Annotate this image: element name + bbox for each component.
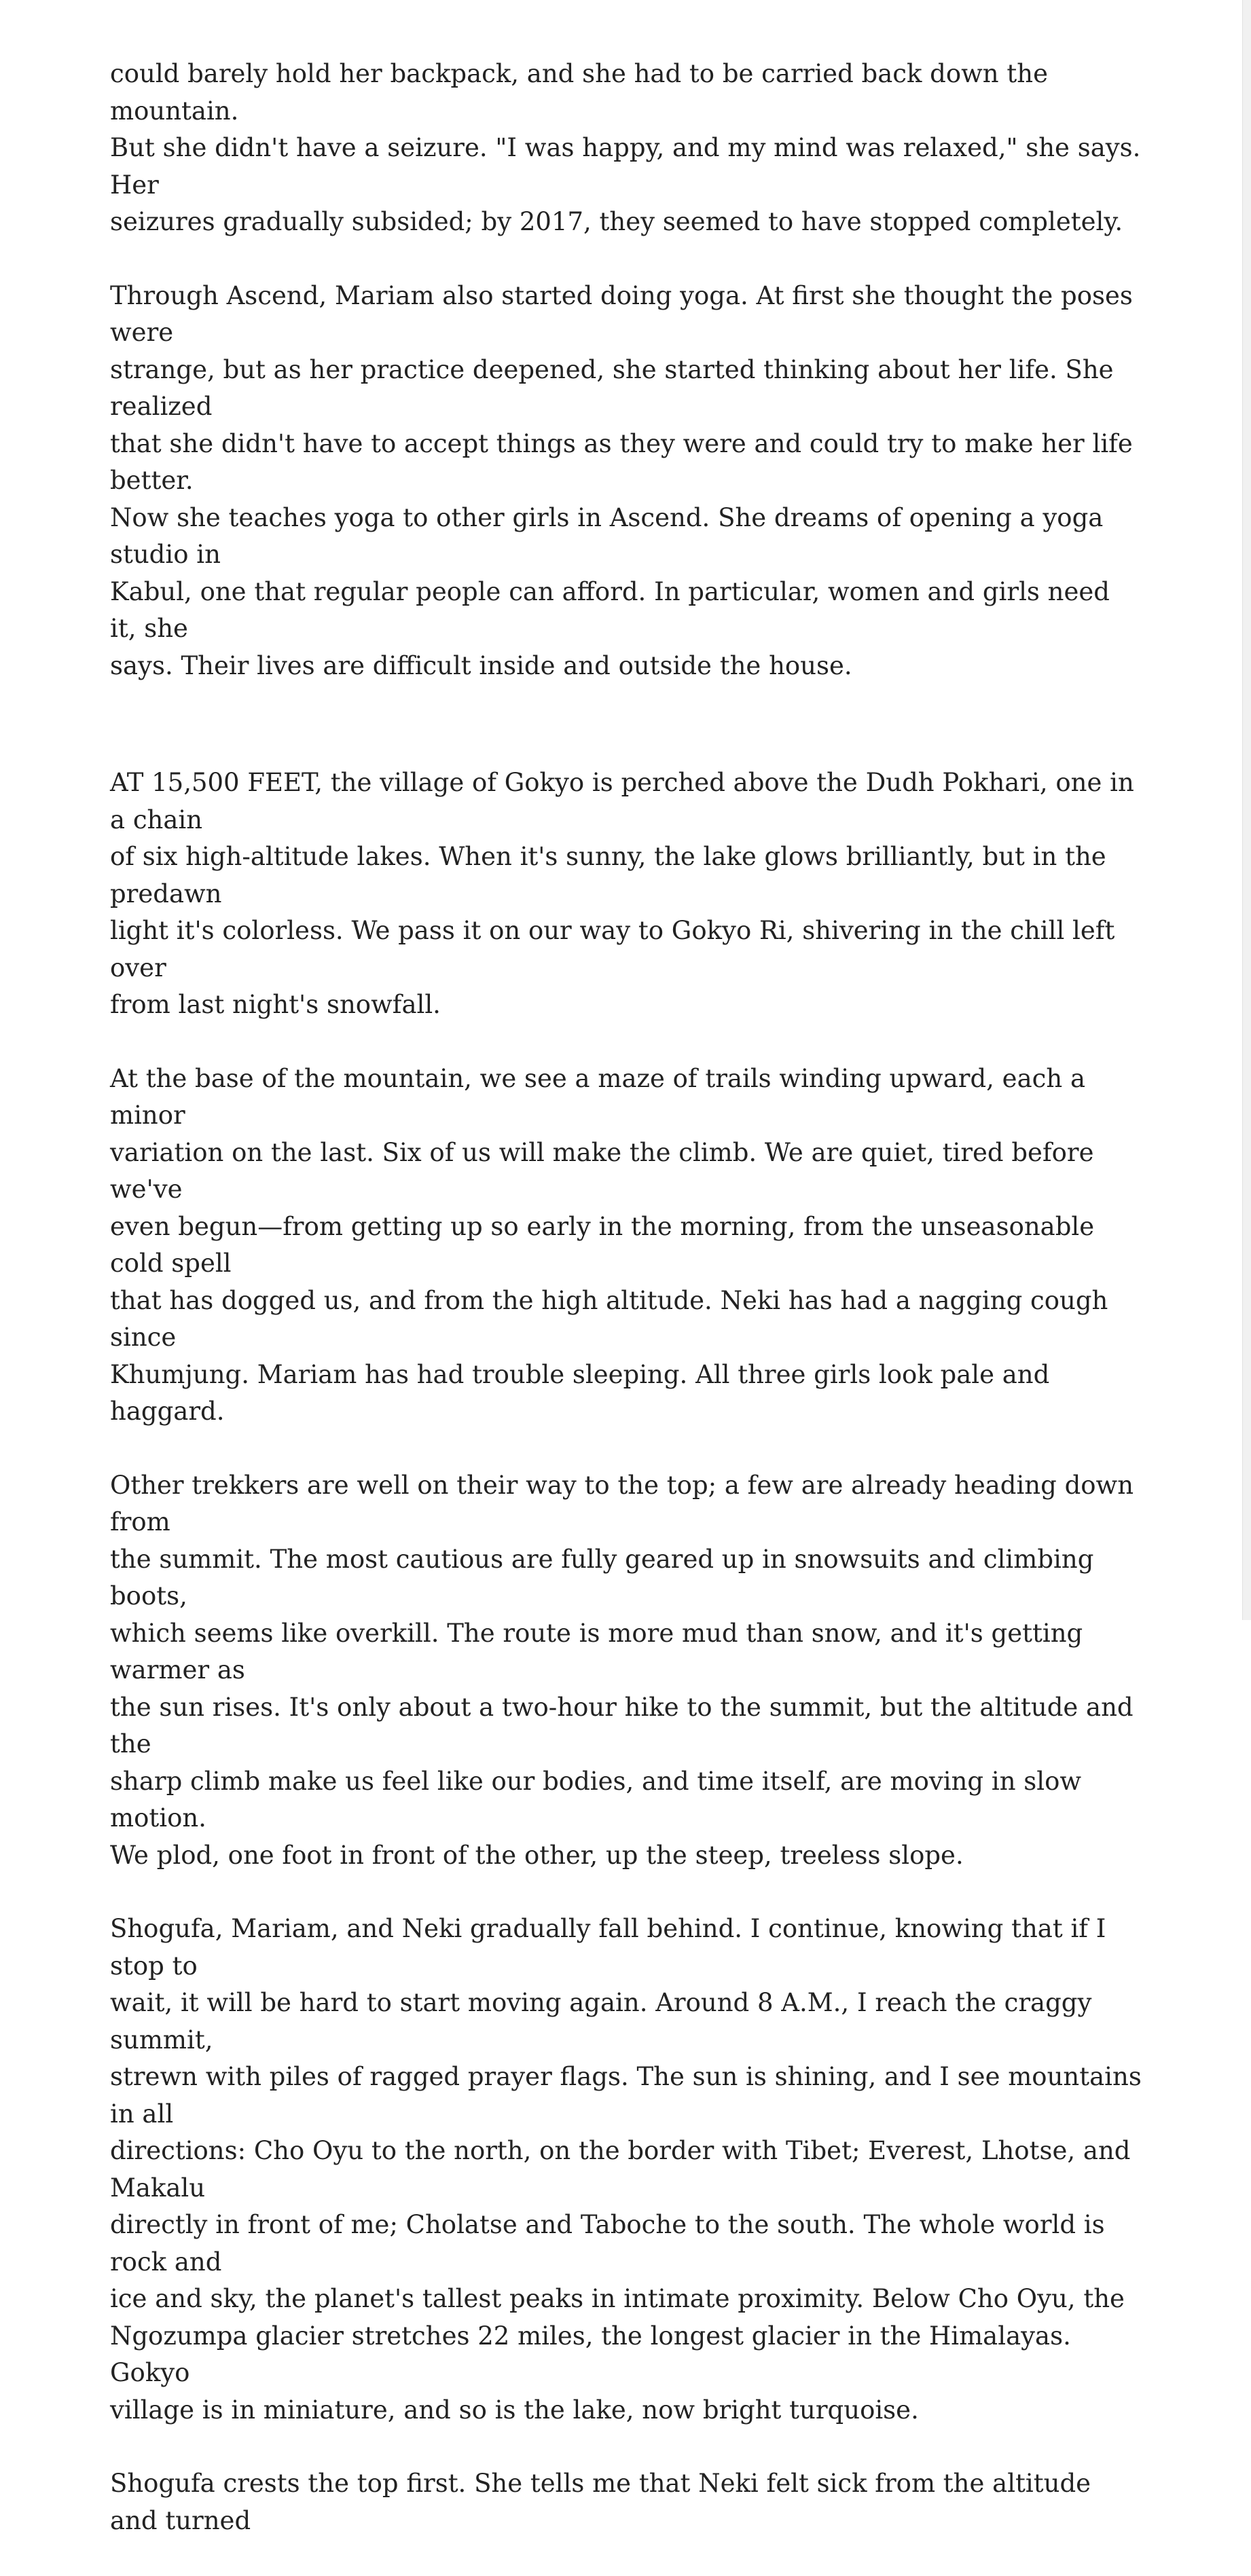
article-body — [110, 56, 1142, 2576]
paragraph-yoga: Through Ascend, Mariam also started doing yoga. At first she thought the poses were strange, but as her practice deepened, she started thinking about her life. She realized that she didn't have to accept things as they were and could try to make her life better. Now she teaches yoga to other girls in Ascend. She dreams of opening a yoga studio in Kabul, one that regular people can afford. In particular, women and girls need it, she says. Their lives are difficult inside and outside the house. — [110, 280, 1133, 680]
scrollbar-track[interactable] — [1242, 0, 1251, 1620]
paragraph-mountain-base: At the base of the mountain, we see a maze of trails winding upward, each a minor variation on the last. Six of us will make the climb. We are quiet, tired before we've even begun—from getting up so early in the morning, from the unseasonable cold spell that has dogged us, and from the high altitude. Neki has had a nagging cough since Khumjung. Mariam has had trouble sleeping. All three girls look pale and haggard. — [110, 1063, 1108, 1426]
paragraph-shogufa-crests: Shogufa crests the top first. She tells me that Neki felt sick from the altitude and turned — [110, 2469, 1091, 2535]
paragraph-summit-view: Shogufa, Mariam, and Neki gradually fall behind. I continue, knowing that if I stop to wait, it will be hard to start moving again. Around 8 A.M., I reach the craggy summit, strewn with piles of ragged prayer flags. The sun is shining, and I see mountains in all directions: Cho Oyu to the north, on the border with Tibet; Everest, Lhotse, and Makalu directly in front of me; Cholatse and Taboche to the south. The whole world is rock and ice and sky, the planet's tallest peaks in intimate proximity. Below Cho Oyu, the Ngozumpa glacier stretches 22 miles, the longest glacier in the Himalayas. Gokyo village is in miniature, and so is the lake, now bright turquoise. — [110, 1914, 1142, 2425]
paragraph-gokyo-village: AT 15,500 FEET, the village of Gokyo is perched above the Dudh Pokhari, one in a chain of six high-altitude lakes. When it's sunny, the lake glows brilliantly, but in the predawn light it's colorless. We pass it on our way to Gokyo Ri, shivering in the chill left over from last night's snowfall. — [110, 768, 1134, 1019]
paragraph-other-trekkers: Other trekkers are well on their way to the top; a few are already heading down from the summit. The most cautious are fully geared up in snowsuits and climbing boots, which seems like overkill. The route is more mud than snow, and it's getting warmer as the sun rises. It's only about a two-hour hike to the summit, but the altitude and the sharp climb make us feel like our bodies, and time itself, are moving in slow motion. We plod, one foot in front of the other, up the steep, treeless slope. — [110, 1470, 1134, 1870]
paragraph-seizure-recovery: could barely hold her backpack, and she had to be carried back down the mountain. But she didn't have a seizure. "I was happy, and my mind was relaxed," she says. Her seizures gradually subsided; by 2017, they seemed to have stopped completely. — [110, 59, 1141, 236]
